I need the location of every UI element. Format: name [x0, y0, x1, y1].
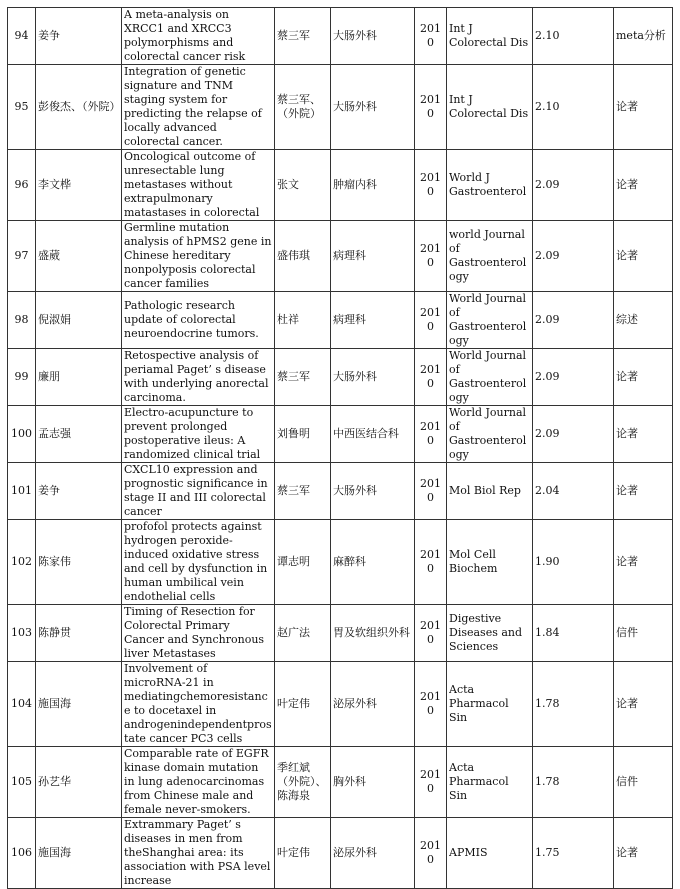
supervisor-cell: 蔡三军	[275, 463, 331, 520]
department-cell: 中西医结合科	[331, 406, 415, 463]
year-cell: 2010	[415, 463, 447, 520]
year-cell: 2010	[415, 292, 447, 349]
department-cell: 大肠外科	[331, 349, 415, 406]
impact-factor-cell: 2.10	[533, 8, 614, 65]
journal-cell-text: World Journal of Gastroenterology	[449, 292, 527, 347]
journal-cell	[447, 747, 533, 818]
author-cell: 施国海	[36, 818, 122, 889]
author-cell: 陈家伟	[36, 520, 122, 605]
supervisor-cell: 蔡三军	[275, 8, 331, 65]
row-number: 106	[8, 818, 36, 889]
article-type-cell: meta分析	[614, 8, 673, 65]
author-cell: 孙艺华	[36, 747, 122, 818]
article-type-cell: 论著	[614, 463, 673, 520]
department-cell: 泌尿外科	[331, 662, 415, 747]
paper-title-cell-text: CXCL10 expression and prognostic significance in stage II and III colorectal cancer	[124, 463, 268, 518]
journal-cell-text: world Journal of Gastroenterology	[449, 228, 527, 283]
journal-cell	[447, 349, 533, 406]
supervisor-cell: 叶定伟	[275, 662, 331, 747]
department-cell: 麻醉科	[331, 520, 415, 605]
table-row	[8, 463, 673, 520]
impact-factor-cell: 1.90	[533, 520, 614, 605]
row-number: 103	[8, 605, 36, 662]
year-cell: 2010	[415, 605, 447, 662]
paper-title-cell-text: Pathologic research update of colorectal neuroendocrine tumors.	[124, 299, 259, 340]
table-row	[8, 406, 673, 463]
author-cell: 孟志强	[36, 406, 122, 463]
row-number: 100	[8, 406, 36, 463]
table-row	[8, 520, 673, 605]
department-cell: 病理科	[331, 221, 415, 292]
supervisor-cell: 蔡三军	[275, 349, 331, 406]
paper-title-cell	[122, 662, 275, 747]
table-row	[8, 605, 673, 662]
table-row	[8, 8, 673, 65]
department-cell: 大肠外科	[331, 8, 415, 65]
row-number: 105	[8, 747, 36, 818]
department-cell: 大肠外科	[331, 463, 415, 520]
supervisor-cell: 季红斌（外院）、陈海泉	[275, 747, 331, 818]
author-cell: 施国海	[36, 662, 122, 747]
article-type-cell: 论著	[614, 406, 673, 463]
impact-factor-cell: 2.04	[533, 463, 614, 520]
year-cell: 2010	[415, 8, 447, 65]
journal-cell-text: Mol Cell Biochem	[449, 548, 498, 575]
impact-factor-cell: 1.84	[533, 605, 614, 662]
row-number: 99	[8, 349, 36, 406]
paper-title-cell-text: Electro-acupuncture to prevent prolonged postoperative ileus: A randomized clinical trial	[124, 406, 261, 461]
supervisor-cell: 谭志明	[275, 520, 331, 605]
publication-table	[7, 7, 673, 889]
paper-title-cell	[122, 818, 275, 889]
journal-cell-text: World J Gastroenterol	[449, 171, 527, 198]
row-number: 96	[8, 150, 36, 221]
year-cell: 2010	[415, 520, 447, 605]
article-type-cell: 论著	[614, 520, 673, 605]
paper-title-cell-text: Germline mutation analysis of hPMS2 gene in Chinese hereditary nonpolyposis colorectal cancer families	[124, 221, 272, 290]
article-type-cell: 论著	[614, 150, 673, 221]
journal-cell-text: World Journal of Gastroenterology	[449, 349, 527, 404]
row-number: 104	[8, 662, 36, 747]
journal-cell	[447, 605, 533, 662]
impact-factor-cell: 2.09	[533, 292, 614, 349]
table-row	[8, 292, 673, 349]
article-type-cell: 论著	[614, 818, 673, 889]
journal-cell-text: Digestive Diseases and Sciences	[449, 612, 523, 653]
supervisor-cell: 蔡三军、（外院）	[275, 65, 331, 150]
row-number: 94	[8, 8, 36, 65]
year-cell: 2010	[415, 662, 447, 747]
department-cell: 大肠外科	[331, 65, 415, 150]
department-cell: 胸外科	[331, 747, 415, 818]
paper-title-cell	[122, 221, 275, 292]
paper-title-cell	[122, 520, 275, 605]
row-number: 102	[8, 520, 36, 605]
table-row	[8, 818, 673, 889]
year-cell: 2010	[415, 747, 447, 818]
article-type-cell: 论著	[614, 349, 673, 406]
impact-factor-cell: 2.09	[533, 221, 614, 292]
supervisor-cell: 张文	[275, 150, 331, 221]
journal-cell	[447, 150, 533, 221]
journal-cell-text: Acta Pharmacol Sin	[449, 761, 509, 802]
journal-cell-text: Int J Colorectal Dis	[449, 22, 529, 49]
paper-title-cell	[122, 8, 275, 65]
paper-title-cell-text: Involvement of microRNA-21 in mediatingchemoresistance to docetaxel in androgenindependentprostate cancer PC3 cells	[124, 662, 272, 745]
article-type-cell: 信件	[614, 747, 673, 818]
paper-title-cell-text: Retospective analysis of periamal Paget’ s disease with underlying anorectal carcinoma.	[124, 349, 269, 404]
paper-title-cell	[122, 605, 275, 662]
journal-cell-text: APMIS	[449, 846, 488, 859]
journal-cell-text: Mol Biol Rep	[449, 484, 521, 497]
supervisor-cell: 刘鲁明	[275, 406, 331, 463]
year-cell: 2010	[415, 150, 447, 221]
table-row	[8, 150, 673, 221]
journal-cell	[447, 818, 533, 889]
supervisor-cell: 叶定伟	[275, 818, 331, 889]
table-body	[8, 8, 673, 889]
impact-factor-cell: 2.09	[533, 150, 614, 221]
paper-title-cell	[122, 406, 275, 463]
author-cell: 彭俊杰、（外院）	[36, 65, 122, 150]
row-number: 98	[8, 292, 36, 349]
supervisor-cell: 赵广法	[275, 605, 331, 662]
article-type-cell: 论著	[614, 65, 673, 150]
row-number: 101	[8, 463, 36, 520]
paper-title-cell	[122, 150, 275, 221]
paper-title-cell-text: Extrammary Paget’ s diseases in men from theShanghai area: its association with PSA level increase	[124, 818, 271, 887]
paper-title-cell-text: Comparable rate of EGFR kinase domain mutation in lung adenocarcinomas from Chinese male and female never-smokers.	[124, 747, 269, 816]
supervisor-cell: 杜祥	[275, 292, 331, 349]
journal-cell	[447, 662, 533, 747]
year-cell: 2010	[415, 349, 447, 406]
paper-title-cell-text: Timing of Resection for Colorectal Primary Cancer and Synchronous liver Metastases	[124, 605, 265, 660]
journal-cell	[447, 65, 533, 150]
impact-factor-cell: 1.78	[533, 662, 614, 747]
journal-cell	[447, 221, 533, 292]
journal-cell	[447, 520, 533, 605]
author-cell: 姜争	[36, 463, 122, 520]
impact-factor-cell: 1.75	[533, 818, 614, 889]
journal-cell-text: Int J Colorectal Dis	[449, 93, 529, 120]
paper-title-cell	[122, 747, 275, 818]
journal-cell-text: Acta Pharmacol Sin	[449, 683, 509, 724]
article-type-cell: 论著	[614, 221, 673, 292]
paper-title-cell-text: profofol protects against hydrogen peroxide-induced oxidative stress and cell by dysfunction in human umbilical vein endothelial cells	[124, 520, 268, 603]
journal-cell	[447, 8, 533, 65]
department-cell: 肿瘤内科	[331, 150, 415, 221]
journal-cell	[447, 406, 533, 463]
impact-factor-cell: 2.09	[533, 406, 614, 463]
table-row	[8, 221, 673, 292]
paper-title-cell	[122, 463, 275, 520]
table-row	[8, 747, 673, 818]
author-cell: 廉朋	[36, 349, 122, 406]
paper-title-cell-text: Oncological outcome of unresectable lung metastases without extrapulmonary matastases in colorectal	[124, 150, 260, 219]
year-cell: 2010	[415, 221, 447, 292]
supervisor-cell: 盛伟琪	[275, 221, 331, 292]
table-row	[8, 662, 673, 747]
author-cell: 陈静贯	[36, 605, 122, 662]
author-cell: 倪淑娟	[36, 292, 122, 349]
department-cell: 病理科	[331, 292, 415, 349]
table-row	[8, 65, 673, 150]
paper-title-cell-text: A meta-analysis on XRCC1 and XRCC3 polymorphisms and colorectal cancer risk	[124, 8, 246, 63]
impact-factor-cell: 2.09	[533, 349, 614, 406]
row-number: 97	[8, 221, 36, 292]
year-cell: 2010	[415, 818, 447, 889]
journal-cell	[447, 463, 533, 520]
journal-cell-text: World Journal of Gastroenterology	[449, 406, 527, 461]
row-number: 95	[8, 65, 36, 150]
author-cell: 盛葳	[36, 221, 122, 292]
paper-title-cell	[122, 349, 275, 406]
year-cell: 2010	[415, 406, 447, 463]
impact-factor-cell: 2.10	[533, 65, 614, 150]
journal-cell	[447, 292, 533, 349]
article-type-cell: 信件	[614, 605, 673, 662]
year-cell: 2010	[415, 65, 447, 150]
table-row	[8, 349, 673, 406]
article-type-cell: 论著	[614, 662, 673, 747]
paper-title-cell	[122, 65, 275, 150]
author-cell: 李文桦	[36, 150, 122, 221]
department-cell: 泌尿外科	[331, 818, 415, 889]
paper-title-cell	[122, 292, 275, 349]
impact-factor-cell: 1.78	[533, 747, 614, 818]
author-cell: 姜争	[36, 8, 122, 65]
article-type-cell: 综述	[614, 292, 673, 349]
paper-title-cell-text: Integration of genetic signature and TNM staging system for predicting the relapse of locally advanced colorectal cancer.	[124, 65, 262, 148]
department-cell: 胃及软组织外科	[331, 605, 415, 662]
